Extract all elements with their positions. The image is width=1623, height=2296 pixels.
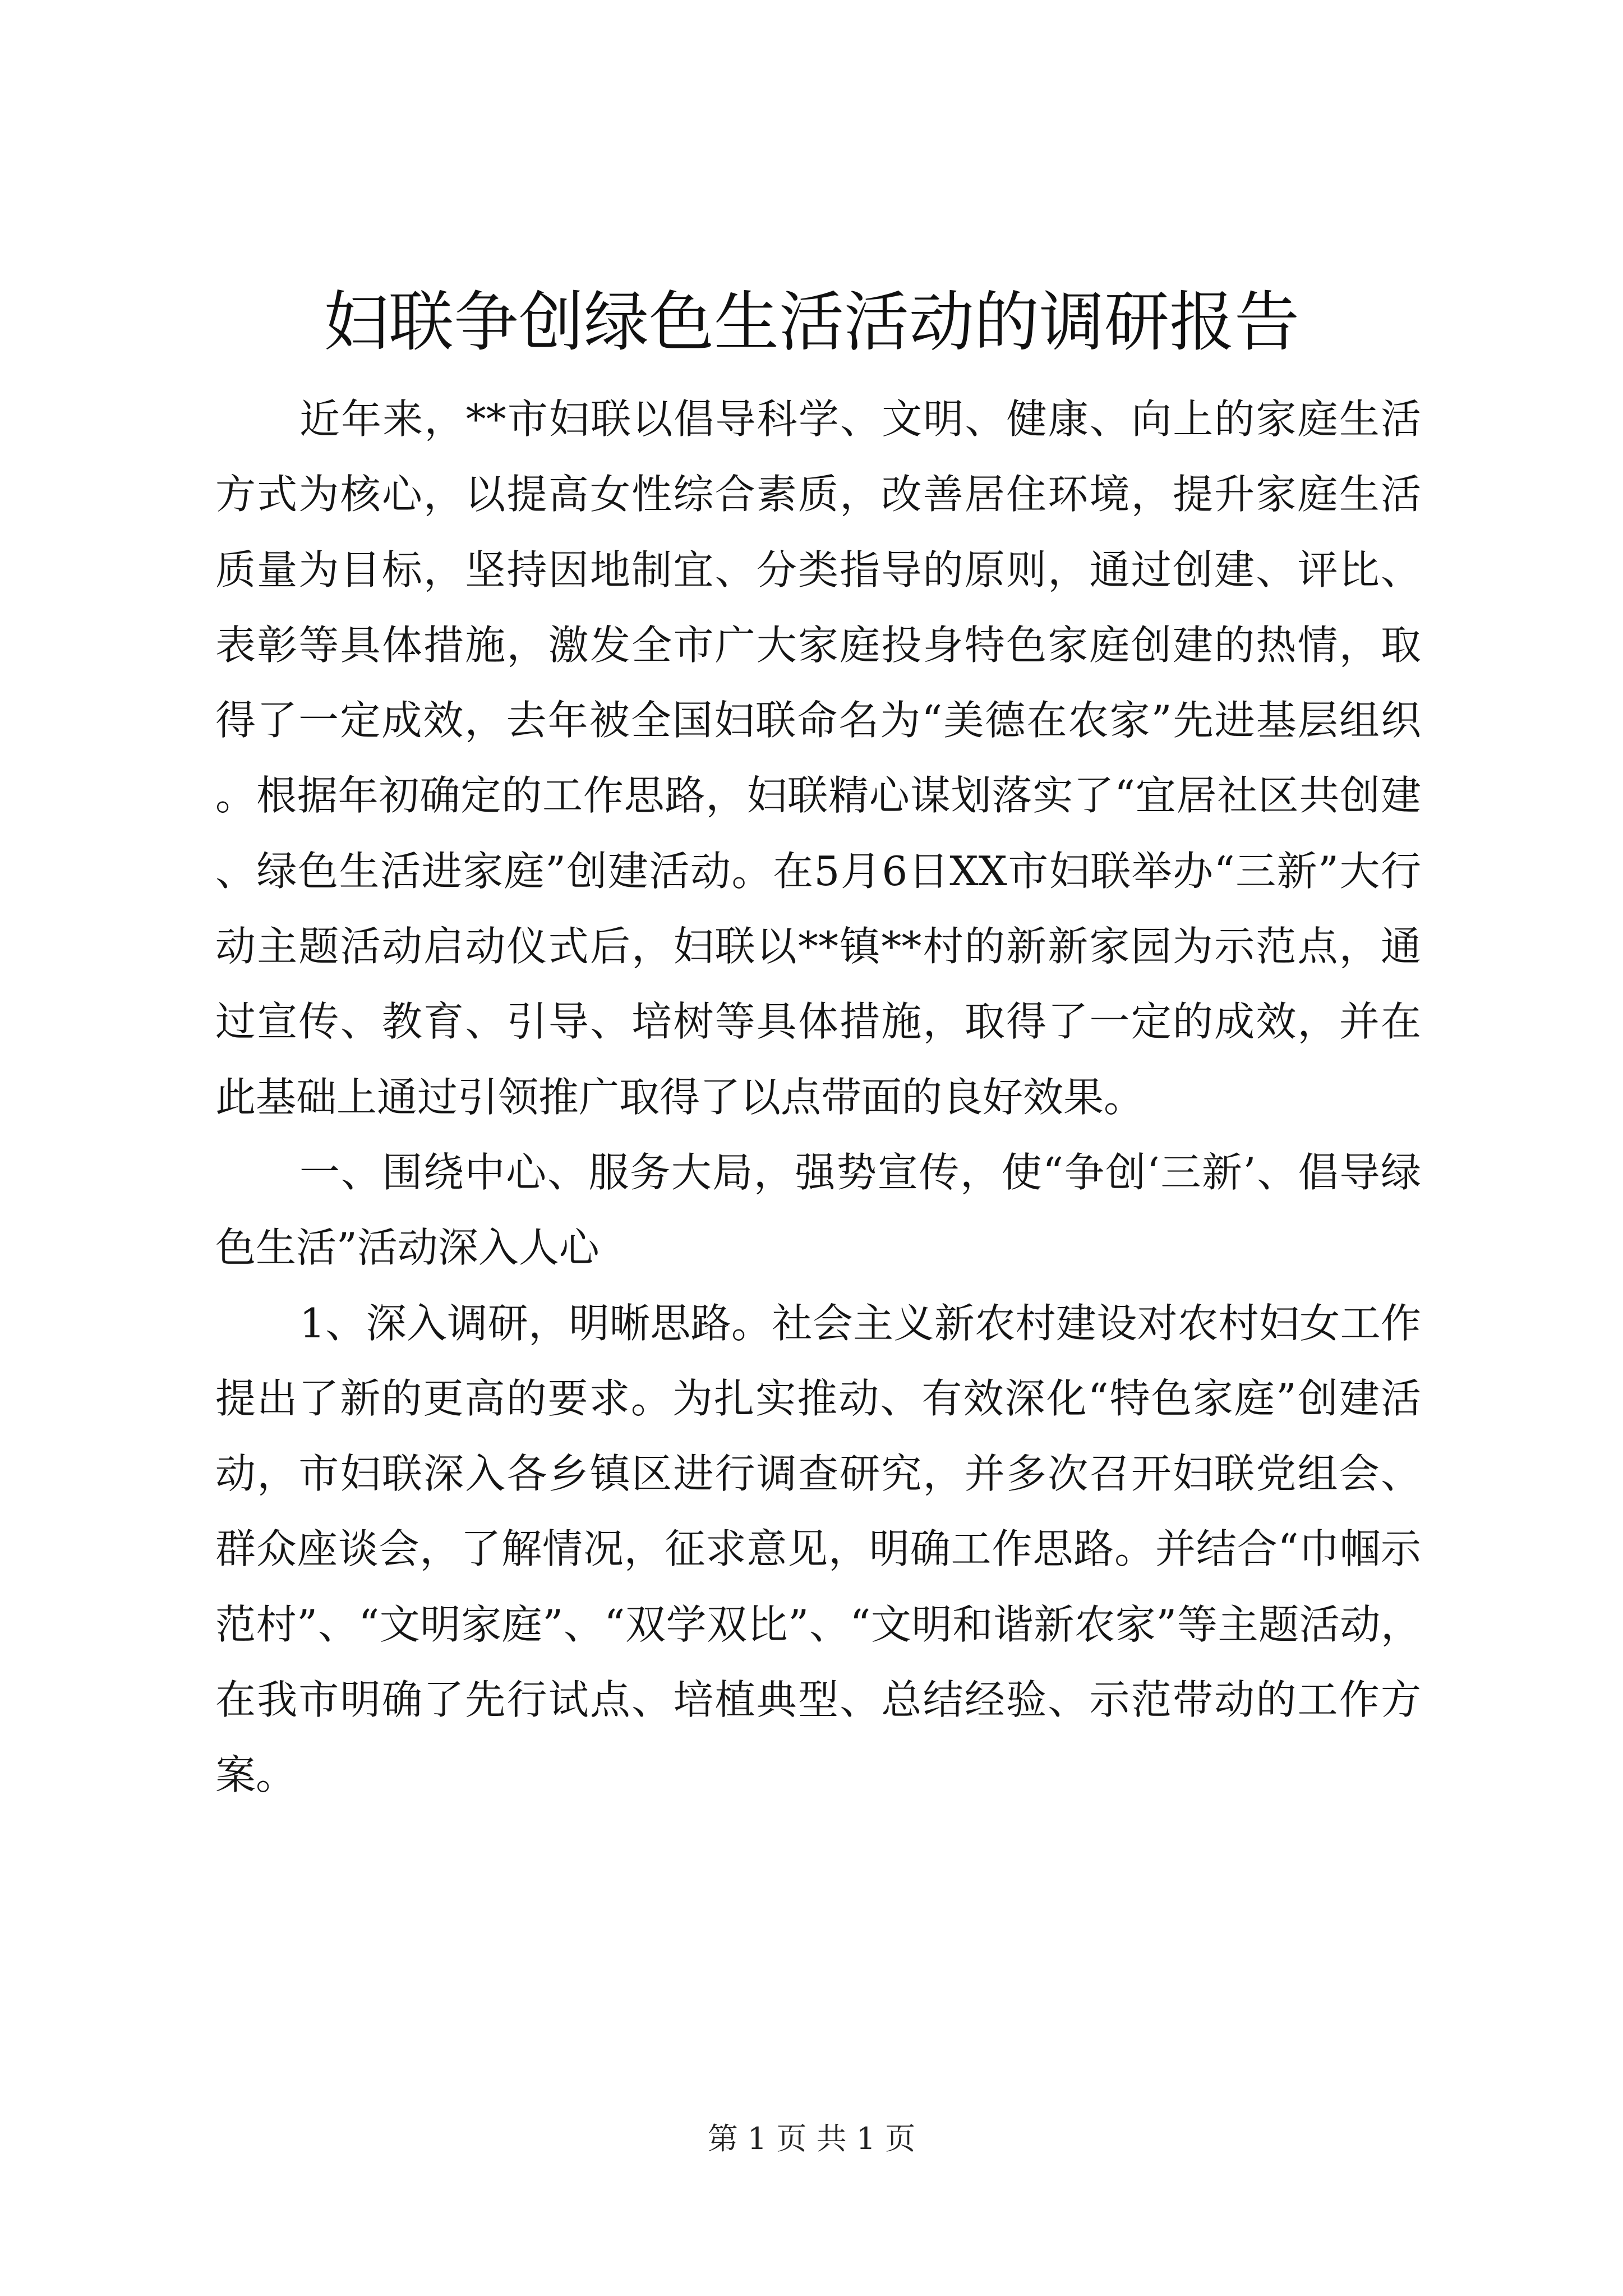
paragraph-intro: 近年来，**市妇联以倡导科学、文明、健康、向上的家庭生活方式为核心，以提高女性综合素质，改善居住环境，提升家庭生活质量为目标，坚持因地制宜、分类指导的原则，通过创建、评比、表彰等具体措施，激发全市广大家庭投身特色家庭创建的热情，取得了一定成效，去年被全国妇联命名为“美德在农家”先进基层组织。根据年初确定的工作思路，妇联精心谋划落实了“宜居社区共创建、绿色生活进家庭”创建活动。在5月6日XX市妇联举办“三新”大行动主题活动启动仪式后，妇联以**镇**村的新新家园为示范点，通过宣传、教育、引导、培树等具体措施，取得了一定的成效，并在此基础上通过引领推广取得了以点带面的良好效果。 [215,395,1421,1121]
document-body [215,381,1421,1813]
document-title: 妇联争创绿色生活活动的调研报告 [324,284,1299,360]
section-heading-1: 一、围绕中心、服务大局，强势宣传，使“争创‘三新’、倡导绿色生活”活动深入人心 [215,1148,1421,1272]
paragraph-item-1: 1、深入调研，明晰思路。社会主义新农村建设对农村妇女工作提出了新的更高的要求。为扎实推动、有效深化“特色家庭”创建活动，市妇联深入各乡镇区进行调查研究，并多次召开妇联党组会、群众座谈会，了解情况，征求意见，明确工作思路。并结合“巾帼示范村”、“文明家庭”、“双学双比”、“文明和谐新农家”等主题活动，在我市明确了先行试点、培植典型、总结经验、示范带动的工作方案。 [215,1299,1421,1799]
page-footer: 第 1 页 共 1 页 [707,2121,916,2156]
